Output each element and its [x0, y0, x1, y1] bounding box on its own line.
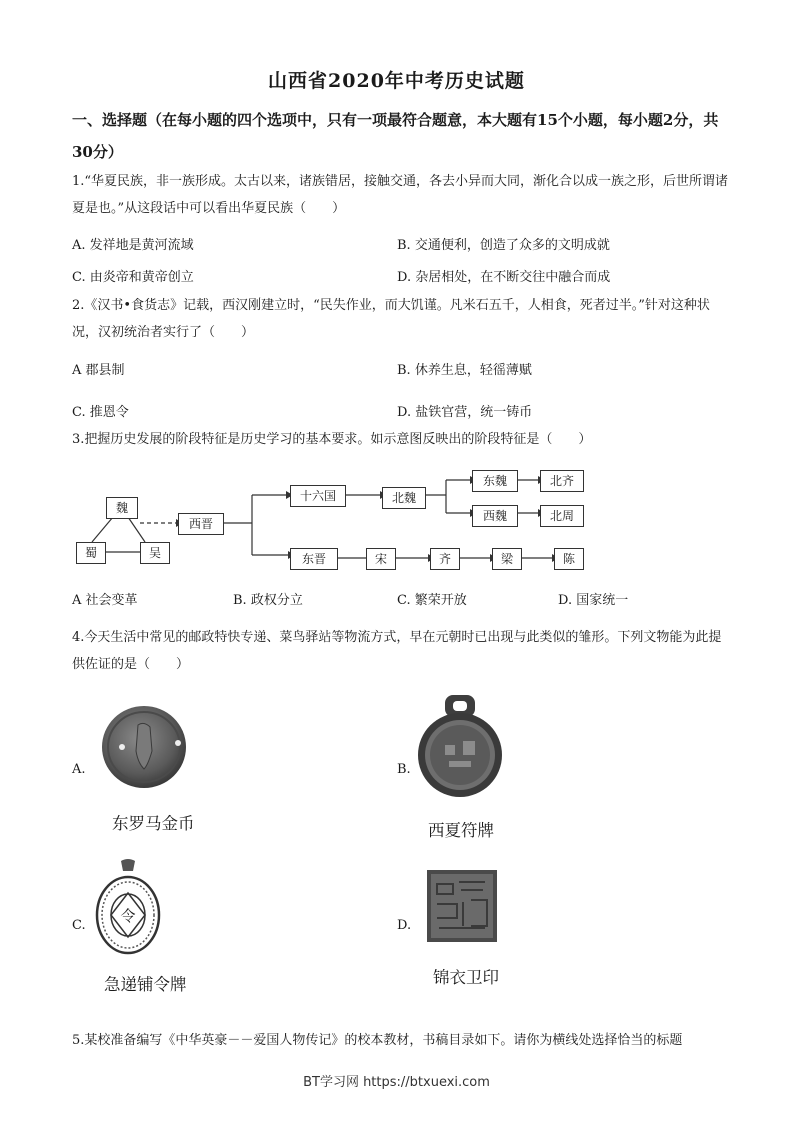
page-footer: BT学习网 https://btxuexi.com: [303, 1075, 490, 1090]
coin-image: [100, 703, 188, 791]
q4-caption-a: 东罗马金币: [112, 814, 195, 833]
question-1-stem: 1.“华夏民族，非一族形成。太古以来，诸族错居，接触交通，各去小异而大同，渐化合以成一族之形，后世所谓诸夏是也。”从这段话中可以看出华夏民族（ ）: [72, 174, 729, 216]
node-dongwei: 东魏: [472, 470, 518, 492]
q2-option-a: A 郡县制: [72, 363, 125, 378]
node-beiqi: 北齐: [540, 470, 584, 492]
q4-option-a-letter: A.: [72, 762, 86, 777]
q3-option-a: A 社会变革: [72, 593, 138, 608]
q4-caption-c: 急递铺令牌: [104, 975, 187, 994]
q3-option-c: C. 繁荣开放: [397, 593, 467, 608]
node-qi: 齐: [430, 548, 460, 570]
q1-option-b: B. 交通便利，创造了众多的文明成就: [397, 238, 610, 253]
node-wu: 吴: [140, 542, 170, 564]
q4-option-c-letter: C.: [72, 918, 86, 933]
medallion-image: [415, 693, 505, 799]
q3-option-b: B. 政权分立: [233, 593, 303, 608]
node-shu: 蜀: [76, 542, 106, 564]
q2-option-d: D. 盐铁官营，统一铸币: [397, 405, 533, 420]
q1-option-c: C. 由炎帝和黄帝创立: [72, 270, 194, 285]
page-title: 山西省2020年中考历史试题: [268, 70, 525, 92]
node-liang: 梁: [492, 548, 522, 570]
token-image: [95, 857, 161, 957]
q2-option-c: C. 推恩令: [72, 405, 129, 420]
node-beizhou: 北周: [540, 505, 584, 527]
node-dongjin: 东晋: [290, 548, 338, 570]
node-chen: 陈: [554, 548, 584, 570]
q4-option-d-letter: D.: [397, 918, 412, 933]
node-wei: 魏: [106, 497, 138, 519]
question-2-stem: 2.《汉书•食货志》记载，西汉刚建立时，“民失作业，而大饥谨。凡米石五千，人相食，死者过半。”针对这种状况，汉初统治者实行了（ ）: [72, 298, 710, 340]
token-glyph: 令: [120, 907, 136, 925]
question-3-stem: 3.把握历史发展的阶段特征是历史学习的基本要求。如示意图反映出的阶段特征是（ ）: [72, 432, 592, 447]
q4-caption-b: 西夏符牌: [428, 821, 494, 840]
q1-option-a: A. 发祥地是黄河流域: [72, 238, 194, 253]
q1-option-d: D. 杂居相处，在不断交往中融合而成: [397, 270, 611, 285]
node-beiwei: 北魏: [382, 487, 426, 509]
question-4-stem: 4.今天生活中常见的邮政特快专递、菜鸟驿站等物流方式，早在元朝时已出现与此类似的雏形。下列文物能为此提供佐证的是（ ）: [72, 630, 722, 672]
node-shiliuguo: 十六国: [290, 485, 346, 507]
question-5-stem: 5.某校准备编写《中华英豪－－爱国人物传记》的校本教材，书稿目录如下。请你为横线处选择恰当的标题: [72, 1033, 683, 1048]
q4-caption-d: 锦衣卫印: [433, 968, 499, 987]
q4-option-b-letter: B.: [397, 762, 411, 777]
node-xiwei: 西魏: [472, 505, 518, 527]
q3-option-d: D. 国家统一: [558, 593, 629, 608]
q2-option-b: B. 休养生息，轻徭薄赋: [397, 363, 532, 378]
seal-image: [427, 870, 497, 942]
node-song: 宋: [366, 548, 396, 570]
node-xijin: 西晋: [178, 513, 224, 535]
section-heading: 一、选择题（在每小题的四个选项中，只有一项最符合题意，本大题有15个小题，每小题2分，共30分）: [72, 111, 719, 161]
